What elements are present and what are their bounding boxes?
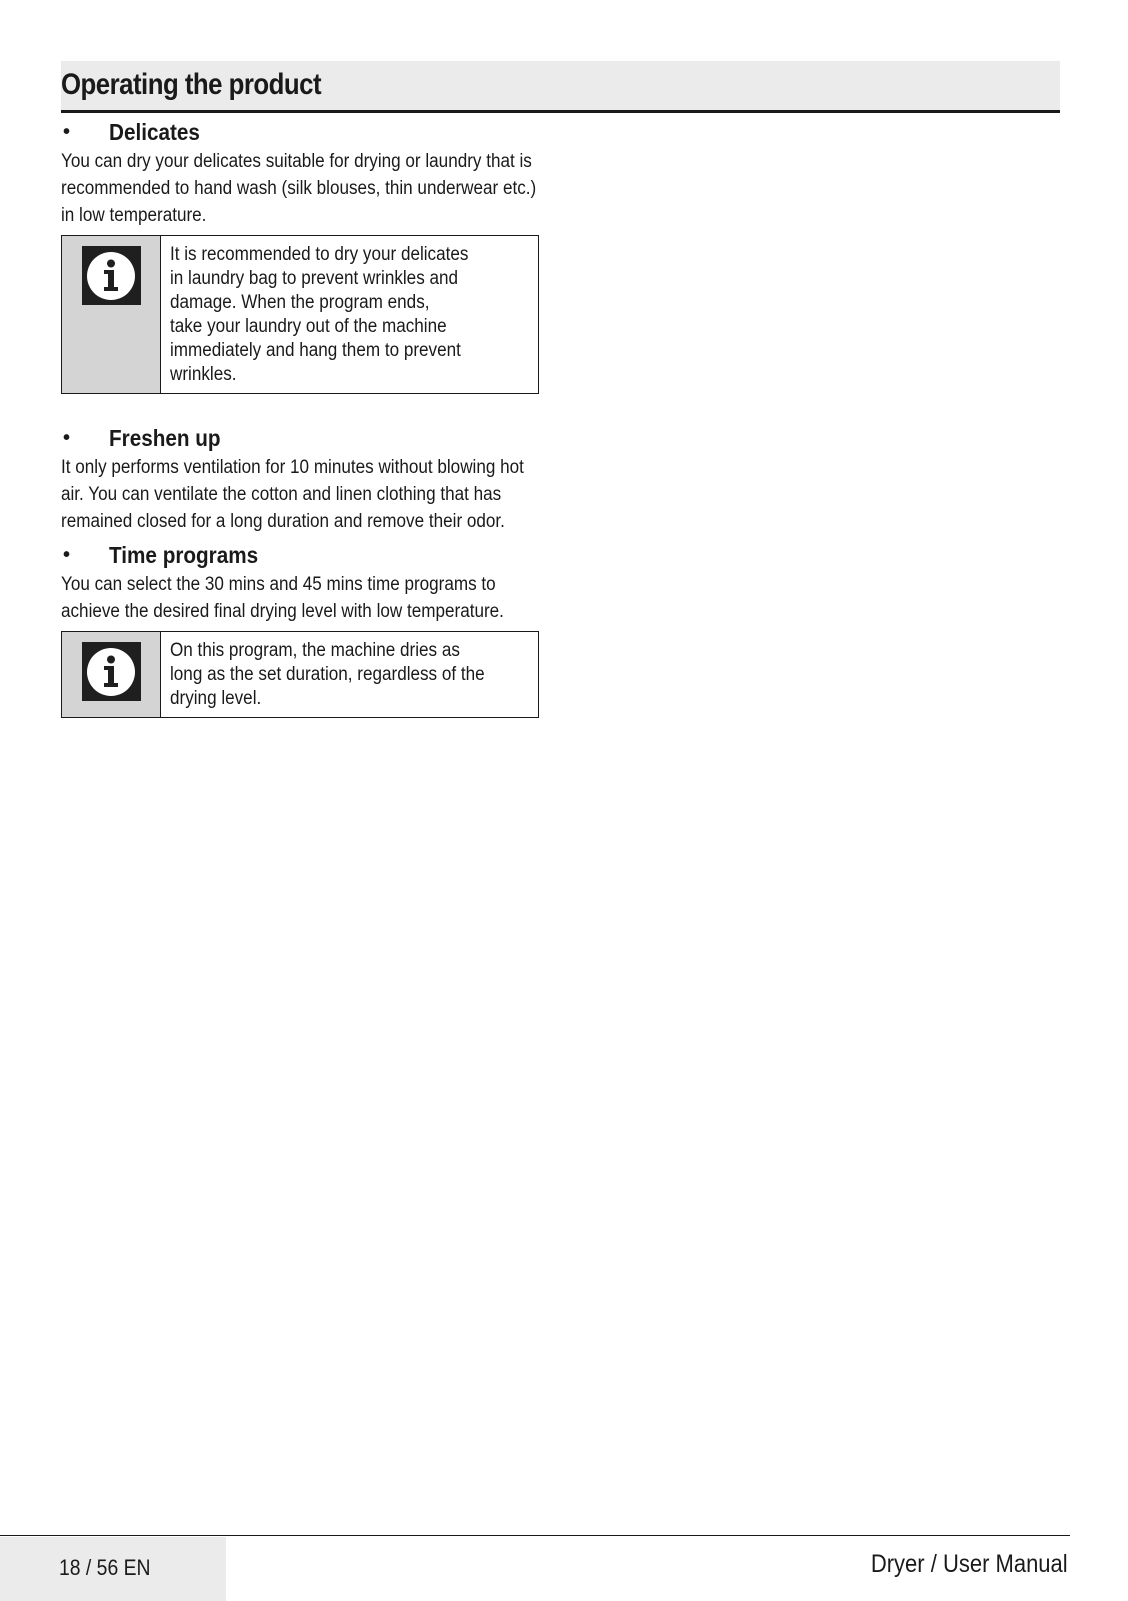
bullet: •	[63, 426, 71, 449]
bullet: •	[63, 120, 71, 143]
note-line: immediately and hang them to prevent	[170, 340, 461, 361]
footer-document-title: Dryer / User Manual	[871, 1550, 1068, 1578]
note-icon-cell	[62, 236, 161, 393]
content-column	[61, 116, 541, 718]
section-heading-label: Freshen up	[109, 424, 221, 451]
info-icon	[82, 642, 141, 701]
note-line: On this program, the machine dries as	[170, 640, 460, 661]
section-body-delicates: You can dry your delicates suitable for drying or laundry that is recommended to hand wash (silk blouses, thin underwear etc.) in low temperature.	[61, 151, 537, 226]
note-line: long as the set duration, regardless of the	[170, 664, 485, 685]
info-note-delicates	[61, 235, 539, 394]
footer-divider	[0, 1535, 1070, 1536]
note-text	[161, 236, 500, 393]
note-line: It is recommended to dry your delicates	[170, 244, 469, 265]
note-line: in laundry bag to prevent wrinkles and	[170, 268, 459, 289]
page-title: Operating the product	[61, 68, 322, 101]
info-note-time-programs	[61, 631, 539, 718]
section-heading-label: Delicates	[109, 118, 200, 145]
note-line: damage. When the program ends,	[170, 292, 430, 313]
footer-page-box	[0, 1537, 226, 1601]
page-header	[61, 61, 1060, 113]
section-heading-freshen-up	[61, 422, 541, 454]
bullet: •	[63, 543, 71, 566]
footer-page-number: 18 / 56 EN	[59, 1555, 151, 1580]
section-body-time-programs: You can select the 30 mins and 45 mins time programs to achieve the desired final drying level with low temperature.	[61, 574, 504, 622]
note-line: drying level.	[170, 688, 262, 709]
info-icon	[82, 246, 141, 305]
note-icon-cell	[62, 632, 161, 717]
note-text	[161, 632, 500, 717]
section-heading-delicates	[61, 116, 541, 148]
section-body-freshen-up: It only performs ventilation for 10 minutes without blowing hot air. You can ventilate the cotton and linen clothing that has remained closed for a long duration and remove their odor.	[61, 457, 524, 532]
note-line: wrinkles.	[170, 364, 237, 385]
section-heading-time-programs	[61, 539, 541, 571]
note-line: take your laundry out of the machine	[170, 316, 447, 337]
section-heading-label: Time programs	[109, 541, 259, 568]
